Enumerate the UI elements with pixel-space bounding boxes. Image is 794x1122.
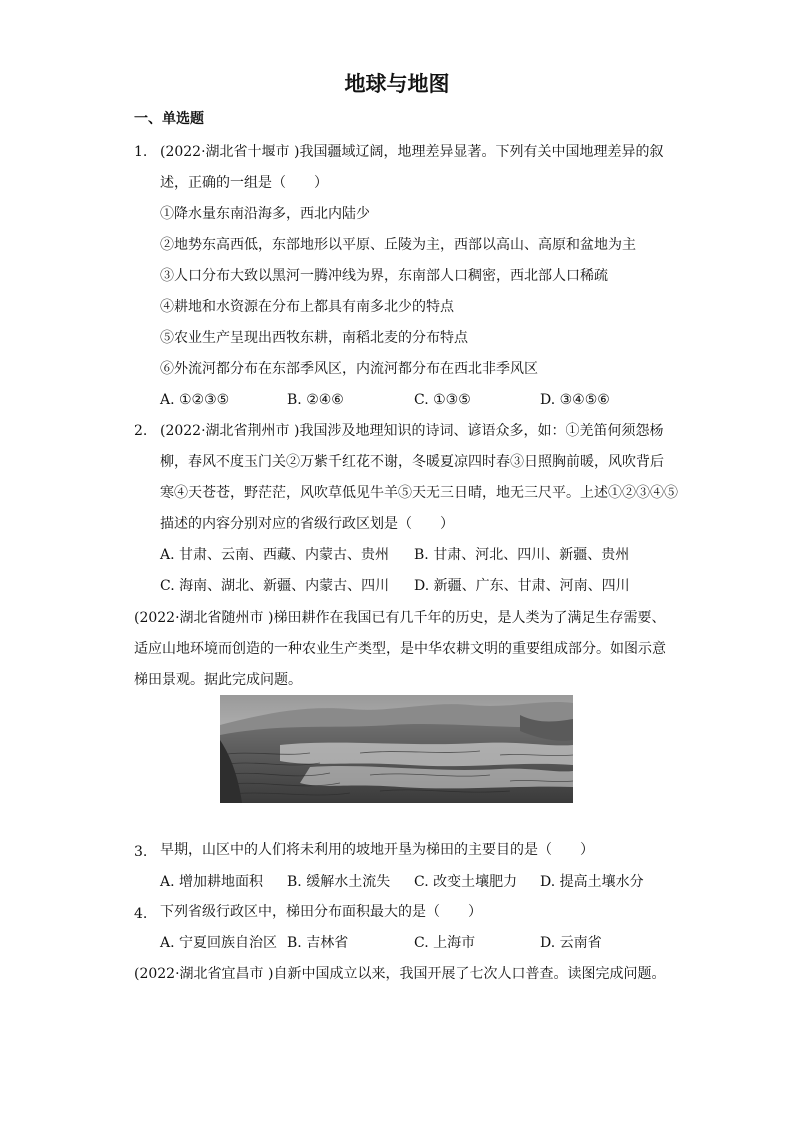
q3-option-c[interactable]: C. 改变土壤肥力 xyxy=(414,874,518,890)
passage-line1: (2022·湖北省随州市 )梯田耕作在我国已有几千年的历史，是人类为了满足生存需要、 xyxy=(134,610,666,626)
q4-option-d[interactable]: D. 云南省 xyxy=(540,935,602,951)
q4-stem: 下列省级行政区中，梯田分布面积最大的是（ ） xyxy=(160,904,482,920)
question-number-1: 1. xyxy=(134,144,148,160)
q1-stem-line1: (2022·湖北省十堰市 )我国疆域辽阔，地理差异显著。下列有关中国地理差异的叙 xyxy=(160,144,664,160)
page-title: 地球与地图 xyxy=(344,72,450,96)
q2-stem-line2: 柳，春风不度玉门关②万紫千红花不谢，冬暖夏凉四时春③日照胸前暖，风吹背后 xyxy=(160,454,664,470)
passage-line3: 梯田景观。据此完成问题。 xyxy=(134,672,302,688)
passage-line2: 适应山地环境而创造的一种农业生产类型，是中华农耕文明的重要组成部分。如图示意 xyxy=(134,641,666,657)
q1-option-c[interactable]: C. ①③⑤ xyxy=(414,392,471,408)
q1-stem-line2: 述，正确的一组是（ ） xyxy=(160,175,328,191)
q3-option-b[interactable]: B. 缓解水土流失 xyxy=(287,874,391,890)
q3-stem: 早期，山区中的人们将未利用的坡地开垦为梯田的主要目的是（ ） xyxy=(160,842,594,858)
q1-statement-4: ④耕地和水资源在分布上都具有南多北少的特点 xyxy=(160,299,454,315)
q1-statement-1: ①降水量东南沿海多，西北内陆少 xyxy=(160,206,370,222)
terraced-field-photo xyxy=(220,695,573,803)
q2-option-b[interactable]: B. 甘肃、河北、四川、新疆、贵州 xyxy=(414,547,630,563)
q3-option-a[interactable]: A. 增加耕地面积 xyxy=(160,874,264,890)
q2-option-c[interactable]: C. 海南、湖北、新疆、内蒙古、四川 xyxy=(160,578,390,594)
q2-option-a[interactable]: A. 甘肃、云南、西藏、内蒙古、贵州 xyxy=(160,547,390,563)
q2-option-d[interactable]: D. 新疆、广东、甘肃、河南、四川 xyxy=(414,578,630,594)
q1-option-a[interactable]: A. ①②③⑤ xyxy=(160,392,230,408)
q2-stem-line3: 寒④天苍苍，野茫茫，风吹草低见牛羊⑤天无三日晴，地无三尺平。上述①②③④⑤ xyxy=(160,485,678,501)
question-number-4: 4. xyxy=(134,906,148,922)
q2-stem-line1: (2022·湖北省荆州市 )我国涉及地理知识的诗词、谚语众多，如：①羌笛何须怨杨 xyxy=(160,423,664,439)
q1-option-d[interactable]: D. ③④⑤⑥ xyxy=(540,392,610,408)
q1-statement-6: ⑥外流河都分布在东部季风区，内流河都分布在西北非季风区 xyxy=(160,361,538,377)
section-heading: 一、单选题 xyxy=(134,111,204,127)
question-number-3: 3. xyxy=(134,844,148,860)
q4-option-b[interactable]: B. 吉林省 xyxy=(287,935,349,951)
q4-option-c[interactable]: C. 上海市 xyxy=(414,935,476,951)
q4-option-a[interactable]: A. 宁夏回族自治区 xyxy=(160,935,278,951)
q1-statement-5: ⑤农业生产呈现出西牧东耕，南稻北麦的分布特点 xyxy=(160,330,468,346)
q2-stem-line4: 描述的内容分别对应的省级行政区划是（ ） xyxy=(160,516,454,532)
q1-option-b[interactable]: B. ②④⑥ xyxy=(287,392,344,408)
question-number-2: 2. xyxy=(134,423,148,439)
q1-statement-2: ②地势东高西低，东部地形以平原、丘陵为主，西部以高山、高原和盆地为主 xyxy=(160,237,636,253)
q3-option-d[interactable]: D. 提高土壤水分 xyxy=(540,874,644,890)
passage2-line: (2022·湖北省宜昌市 )自新中国成立以来，我国开展了七次人口普查。读图完成问题。 xyxy=(134,966,666,982)
q1-statement-3: ③人口分布大致以黑河一腾冲线为界，东南部人口稠密，西北部人口稀疏 xyxy=(160,268,608,284)
